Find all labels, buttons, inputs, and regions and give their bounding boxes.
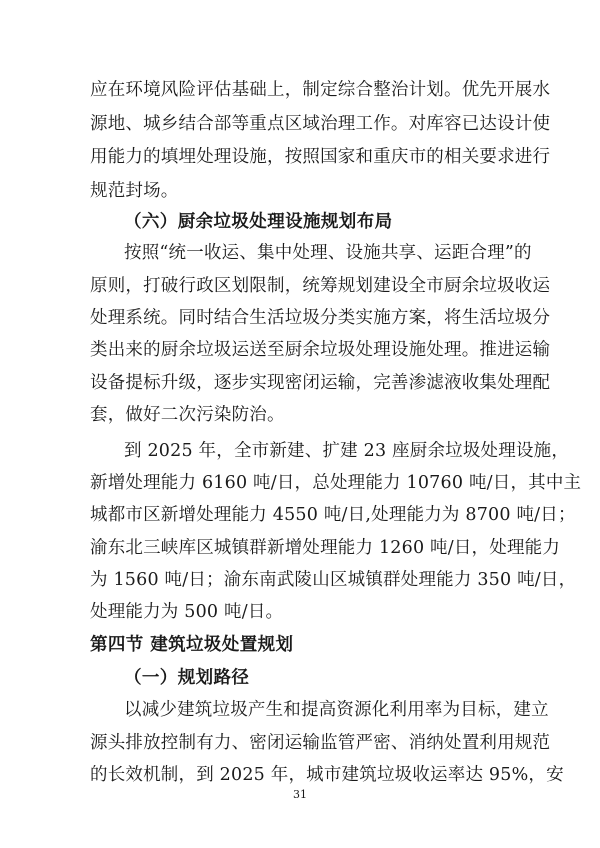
paragraph-line: 的长效机制，到 2025 年，城市建筑垃圾收运率达 95%，安: [90, 765, 564, 785]
paragraph-line: 设备提标升级，逐步实现密闭运输，完善渗滤液收集处理配: [90, 373, 551, 393]
paragraph-line: 城都市区新增处理能力 4550 吨/日,处理能力为 8700 吨/日；: [90, 505, 576, 525]
paragraph-line: 规范封场。: [90, 181, 179, 201]
paragraph-line: 以减少建筑垃圾产生和提高资源化利用率为目标，建立: [124, 700, 549, 720]
paragraph-line: 处理系统。同时结合生活垃圾分类实施方案，将生活垃圾分: [90, 308, 551, 328]
paragraph-line: 源头排放控制有力、密闭运输监管严密、消纳处置利用规范: [90, 733, 551, 753]
paragraph-line: 新增处理能力 6160 吨/日，总处理能力 10760 吨/日，其中主: [90, 473, 582, 493]
paragraph-line: 用能力的填埋处理设施，按照国家和重庆市的相关要求进行: [90, 147, 551, 167]
paragraph-line: 到 2025 年，全市新建、扩建 23 座厨余垃圾处理设施，: [124, 441, 570, 461]
paragraph-line: 原则，打破行政区划限制，统筹规划建设全市厨余垃圾收运: [90, 276, 551, 296]
paragraph-line: 类出来的厨余垃圾运送至厨余垃圾处理设施处理。推进运输: [90, 340, 551, 360]
paragraph-line: 为 1560 吨/日；渝东南武陵山区城镇群处理能力 350 吨/日，: [90, 570, 577, 590]
paragraph-line: 按照“统一收运、集中处理、设施共享、运距合理”的: [124, 243, 532, 263]
subsection-heading: （一）规划路径: [124, 668, 250, 688]
paragraph-line: 套，做好二次污染防治。: [90, 405, 285, 425]
section-heading: 第四节 建筑垃圾处置规划: [90, 635, 294, 655]
paragraph-line: 应在环境风险评估基础上，制定综合整治计划。优先开展水: [90, 80, 551, 100]
paragraph-line: 渝东北三峡库区城镇群新增处理能力 1260 吨/日，处理能力: [90, 538, 561, 558]
paragraph-line: 源地、城乡结合部等重点区域治理工作。对库容已达设计使: [90, 114, 551, 134]
paragraph-line: 处理能力为 500 吨/日。: [90, 602, 284, 622]
page-number: 31: [293, 788, 307, 801]
subsection-heading: （六）厨余垃圾处理设施规划布局: [124, 212, 393, 232]
